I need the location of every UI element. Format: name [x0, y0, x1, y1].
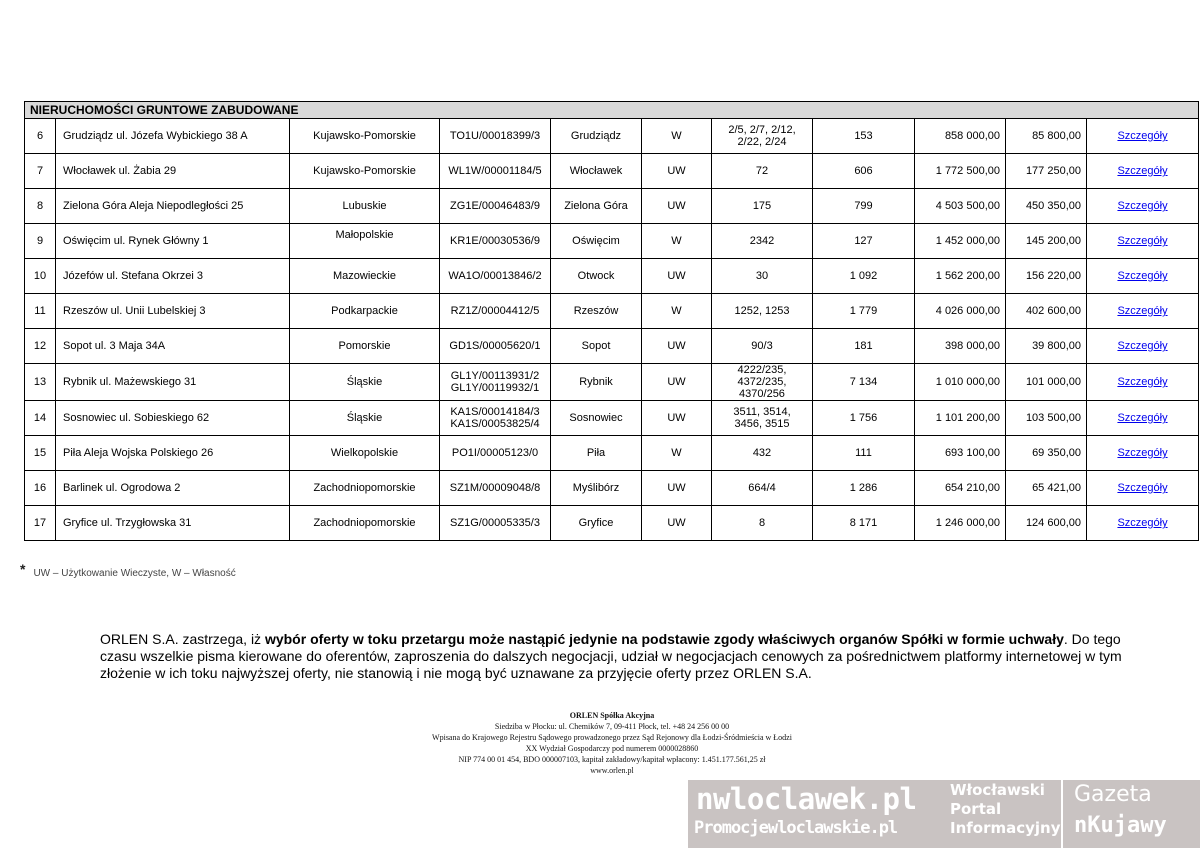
property-city: Rzeszów: [551, 294, 642, 329]
land-register-line: GD1S/00005620/1: [449, 340, 541, 352]
property-city: Sosnowiec: [551, 401, 642, 436]
property-region: [290, 401, 440, 436]
property-address: Włocławek ul. Żabia 29: [56, 154, 290, 189]
property-city: Zielona Góra: [551, 189, 642, 224]
ownership-type: UW: [642, 471, 712, 506]
row-number: 13: [25, 364, 56, 401]
row-number: 14: [25, 401, 56, 436]
plot-area: 1 286: [813, 471, 915, 506]
land-register-line: KA1S/00014184/3: [450, 406, 540, 418]
plot-numbers: [712, 224, 813, 259]
plot-numbers: [712, 364, 813, 401]
land-register-line: GL1Y/00119932/1: [450, 382, 540, 394]
row-number: 16: [25, 471, 56, 506]
deposit-amount: 39 800,00: [1006, 329, 1087, 364]
land-register-line: SZ1G/00005335/3: [450, 517, 540, 529]
details-cell: [1087, 436, 1199, 471]
starting-price: 1 562 200,00: [915, 259, 1006, 294]
details-link[interactable]: Szczegóły: [1117, 130, 1168, 142]
deposit-amount: 156 220,00: [1006, 259, 1087, 294]
watermark-promo: Promocjewloclawskie.pl: [694, 818, 898, 838]
plot-area: 799: [813, 189, 915, 224]
details-link[interactable]: Szczegóły: [1117, 270, 1168, 282]
land-register-line: ZG1E/00046483/9: [450, 200, 540, 212]
ownership-type: UW: [642, 364, 712, 401]
land-register-line: PO1I/00005123/0: [451, 447, 539, 459]
plot-area: 606: [813, 154, 915, 189]
plot-numbers-line: 1252, 1253: [734, 305, 790, 317]
plot-numbers-line: 3456, 3515: [734, 418, 790, 430]
deposit-amount: 101 000,00: [1006, 364, 1087, 401]
land-register-line: WA1O/00013846/2: [448, 270, 542, 282]
watermark-banner: [688, 780, 1200, 848]
ownership-type: W: [642, 294, 712, 329]
plot-numbers-line: 432: [752, 447, 772, 459]
properties-table: [24, 101, 1199, 541]
starting-price: 4 503 500,00: [915, 189, 1006, 224]
watermark-portal-line2: Portal: [950, 800, 1002, 818]
plot-area: 111: [813, 436, 915, 471]
row-number: 12: [25, 329, 56, 364]
watermark-portal-line3: Informacyjny: [950, 819, 1061, 837]
property-address: Józefów ul. Stefana Okrzei 3: [56, 259, 290, 294]
details-cell: [1087, 471, 1199, 506]
land-register-number: [440, 119, 551, 154]
land-register-line: KR1E/00030536/9: [450, 235, 540, 247]
starting-price: 1 010 000,00: [915, 364, 1006, 401]
plot-numbers-line: 4370/256: [739, 388, 785, 400]
property-region-text: Kujawsko-Pomorskie: [313, 165, 416, 177]
notice-intro: ORLEN S.A. zastrzega, iż: [100, 631, 265, 647]
details-cell: [1087, 294, 1199, 329]
plot-numbers-line: 30: [755, 270, 769, 282]
details-cell: [1087, 259, 1199, 294]
property-region-text: Wielkopolskie: [330, 447, 399, 459]
property-region-text: Lubuskie: [342, 200, 387, 212]
details-cell: [1087, 119, 1199, 154]
table-row: [25, 119, 1199, 154]
property-region-text: Mazowieckie: [333, 270, 396, 282]
ownership-type: UW: [642, 189, 712, 224]
property-city: Otwock: [551, 259, 642, 294]
details-link[interactable]: Szczegóły: [1117, 447, 1168, 459]
deposit-amount: 177 250,00: [1006, 154, 1087, 189]
property-address: Rybnik ul. Mażewskiego 31: [56, 364, 290, 401]
details-link[interactable]: Szczegóły: [1117, 305, 1168, 317]
watermark-portal-line1: Włocławski: [950, 781, 1045, 799]
property-region-text: Małopolskie: [335, 229, 394, 241]
section-title: NIERUCHOMOŚCI GRUNTOWE ZABUDOWANE: [25, 102, 1199, 119]
details-cell: [1087, 364, 1199, 401]
company-footer: [340, 710, 884, 776]
plot-numbers: [712, 259, 813, 294]
property-address: Zielona Góra Aleja Niepodległości 25: [56, 189, 290, 224]
property-region: [290, 436, 440, 471]
row-number: 15: [25, 436, 56, 471]
land-register-number: [440, 401, 551, 436]
ownership-type: UW: [642, 506, 712, 541]
land-register-number: [440, 294, 551, 329]
footnote-star: *: [20, 561, 26, 577]
property-address: Grudziądz ul. Józefa Wybickiego 38 A: [56, 119, 290, 154]
plot-area: 1 756: [813, 401, 915, 436]
table-row: [25, 189, 1199, 224]
property-city: Włocławek: [551, 154, 642, 189]
company-department: XX Wydział Gospodarczy pod numerem 0000028860: [525, 744, 699, 753]
table-row: [25, 471, 1199, 506]
plot-area: 1 092: [813, 259, 915, 294]
starting-price: 1 246 000,00: [915, 506, 1006, 541]
property-city: Piła: [551, 436, 642, 471]
property-region-text: Śląskie: [346, 412, 383, 424]
property-region: [290, 119, 440, 154]
details-cell: [1087, 224, 1199, 259]
footnote: [20, 563, 236, 579]
property-region: [290, 259, 440, 294]
watermark-gazeta: Gazeta: [1074, 782, 1152, 807]
property-address: Oświęcim ul. Rynek Główny 1: [56, 224, 290, 259]
table-row: [25, 506, 1199, 541]
property-address: Sosnowiec ul. Sobieskiego 62: [56, 401, 290, 436]
land-register-number: [440, 189, 551, 224]
land-register-number: [440, 259, 551, 294]
plot-numbers-line: 90/3: [751, 340, 773, 352]
property-region: [290, 294, 440, 329]
deposit-amount: 69 350,00: [1006, 436, 1087, 471]
details-cell: [1087, 329, 1199, 364]
plot-area: 181: [813, 329, 915, 364]
details-cell: [1087, 154, 1199, 189]
land-register-number: [440, 364, 551, 401]
details-cell: [1087, 506, 1199, 541]
plot-numbers: [712, 119, 813, 154]
watermark-nkujawy: nKujawy: [1074, 813, 1167, 838]
details-link[interactable]: Szczegóły: [1117, 482, 1168, 494]
starting-price: 398 000,00: [915, 329, 1006, 364]
plot-numbers-line: 2/5, 2/7, 2/12,: [728, 124, 796, 136]
plot-numbers-line: 175: [752, 200, 772, 212]
table-row: [25, 436, 1199, 471]
deposit-amount: 450 350,00: [1006, 189, 1087, 224]
company-registry: Wpisana do Krajowego Rejestru Sądowego prowadzonego przez Sąd Rejonowy dla Łodzi-Śródmieścia w Łodzi: [432, 733, 792, 742]
land-register-line: RZ1Z/00004412/5: [450, 305, 540, 317]
row-number: 8: [25, 189, 56, 224]
property-region: [290, 471, 440, 506]
ownership-type: UW: [642, 329, 712, 364]
property-region: [290, 329, 440, 364]
property-region: [290, 189, 440, 224]
plot-numbers-line: 2342: [749, 235, 775, 247]
details-link[interactable]: Szczegóły: [1117, 412, 1168, 424]
land-register-number: [440, 154, 551, 189]
details-link[interactable]: Szczegóły: [1117, 340, 1168, 352]
land-register-number: [440, 329, 551, 364]
deposit-amount: 103 500,00: [1006, 401, 1087, 436]
watermark-site: nwloclawek.pl: [696, 782, 917, 816]
property-address: Gryfice ul. Trzygłowska 31: [56, 506, 290, 541]
table-row: [25, 154, 1199, 189]
details-cell: [1087, 401, 1199, 436]
property-address: Barlinek ul. Ogrodowa 2: [56, 471, 290, 506]
plot-numbers-line: 72: [755, 165, 769, 177]
details-link[interactable]: Szczegóły: [1117, 376, 1168, 388]
section-header-row: [25, 102, 1199, 119]
starting-price: 654 210,00: [915, 471, 1006, 506]
plot-numbers: [712, 329, 813, 364]
property-city: Myślibórz: [551, 471, 642, 506]
plot-numbers: [712, 189, 813, 224]
property-region-text: Podkarpackie: [331, 305, 398, 317]
ownership-type: W: [642, 119, 712, 154]
plot-area: 8 171: [813, 506, 915, 541]
details-link[interactable]: Szczegóły: [1117, 165, 1168, 177]
watermark-portal: [950, 781, 1061, 838]
land-register-line: GL1Y/00113931/2: [450, 370, 540, 382]
company-address: Siedziba w Płocku: ul. Chemików 7, 09-411 Płock, tel. +48 24 256 00 00: [494, 722, 730, 731]
property-region-text: Śląskie: [346, 376, 383, 388]
property-region: [290, 364, 440, 401]
land-register-number: [440, 224, 551, 259]
land-register-line: WL1W/00001184/5: [448, 165, 542, 177]
property-region-text: Kujawsko-Pomorskie: [313, 130, 416, 142]
details-link[interactable]: Szczegóły: [1117, 517, 1168, 529]
plot-area: 7 134: [813, 364, 915, 401]
plot-numbers: [712, 471, 813, 506]
property-address: Rzeszów ul. Unii Lubelskiej 3: [56, 294, 290, 329]
ownership-type: UW: [642, 154, 712, 189]
plot-numbers: [712, 401, 813, 436]
row-number: 7: [25, 154, 56, 189]
plot-numbers: [712, 436, 813, 471]
plot-numbers-line: 8: [758, 517, 766, 529]
property-address: Sopot ul. 3 Maja 34A: [56, 329, 290, 364]
property-region-text: Zachodniopomorskie: [313, 517, 416, 529]
plot-numbers-line: 2/22, 2/24: [737, 136, 787, 148]
plot-area: 127: [813, 224, 915, 259]
table-row: [25, 401, 1199, 436]
notice-paragraph: [100, 631, 1130, 682]
plot-numbers-line: 4372/235,: [737, 376, 787, 388]
notice-rest: . Do tego czasu wszelkie pisma kierowane do oferentów, zaproszenia do dalszych negocjacji, udział w negocjacjach cenowych za pośrednictwem platformy internetowej w tym złożenie w ich toku najwyższej oferty, nie stanowią i nie mogą być uznawane za przyjęcie oferty przez ORLEN S.A.: [100, 631, 1122, 681]
properties-table-container: [24, 101, 1198, 541]
plot-numbers-line: 4222/235,: [737, 364, 787, 376]
row-number: 10: [25, 259, 56, 294]
property-region-text: Zachodniopomorskie: [313, 482, 416, 494]
table-row: [25, 294, 1199, 329]
company-tax-info: NIP 774 00 01 454, BDO 000007103, kapitał zakładowy/kapitał wpłacony: 1.451.177.561,25 zł: [458, 755, 766, 764]
land-register-line: KA1S/00053825/4: [450, 418, 540, 430]
property-city: Grudziądz: [551, 119, 642, 154]
deposit-amount: 124 600,00: [1006, 506, 1087, 541]
starting-price: 693 100,00: [915, 436, 1006, 471]
deposit-amount: 85 800,00: [1006, 119, 1087, 154]
land-register-line: SZ1M/00009048/8: [449, 482, 541, 494]
company-website: www.orlen.pl: [590, 766, 634, 775]
company-name: ORLEN Spółka Akcyjna: [569, 711, 655, 720]
property-region: [290, 506, 440, 541]
plot-numbers-line: 3511, 3514,: [733, 406, 791, 418]
plot-area: 153: [813, 119, 915, 154]
table-row: [25, 364, 1199, 401]
details-link[interactable]: Szczegóły: [1117, 200, 1168, 212]
property-address: Piła Aleja Wojska Polskiego 26: [56, 436, 290, 471]
land-register-number: [440, 436, 551, 471]
details-cell: [1087, 189, 1199, 224]
ownership-type: W: [642, 224, 712, 259]
land-register-number: [440, 471, 551, 506]
starting-price: 1 772 500,00: [915, 154, 1006, 189]
footnote-text: UW – Użytkowanie Wieczyste, W – Własność: [33, 568, 236, 579]
property-region: [290, 224, 440, 259]
row-number: 17: [25, 506, 56, 541]
land-register-number: [440, 506, 551, 541]
land-register-line: TO1U/00018399/3: [449, 130, 541, 142]
deposit-amount: 145 200,00: [1006, 224, 1087, 259]
property-city: Gryfice: [551, 506, 642, 541]
ownership-type: W: [642, 436, 712, 471]
row-number: 11: [25, 294, 56, 329]
table-row: [25, 329, 1199, 364]
plot-numbers: [712, 154, 813, 189]
ownership-type: UW: [642, 259, 712, 294]
notice-bold: wybór oferty w toku przetargu może nastąpić jedynie na podstawie zgody właściwych organów Spółki w formie uchwały: [264, 631, 1064, 647]
property-city: Rybnik: [551, 364, 642, 401]
property-city: Sopot: [551, 329, 642, 364]
details-link[interactable]: Szczegóły: [1117, 235, 1168, 247]
row-number: 9: [25, 224, 56, 259]
table-row: [25, 259, 1199, 294]
plot-area: 1 779: [813, 294, 915, 329]
starting-price: 858 000,00: [915, 119, 1006, 154]
property-region-text: Pomorskie: [338, 340, 391, 352]
plot-numbers-line: 664/4: [748, 482, 776, 494]
starting-price: 1 452 000,00: [915, 224, 1006, 259]
starting-price: 1 101 200,00: [915, 401, 1006, 436]
deposit-amount: 402 600,00: [1006, 294, 1087, 329]
watermark-divider: [1061, 780, 1063, 848]
starting-price: 4 026 000,00: [915, 294, 1006, 329]
row-number: 6: [25, 119, 56, 154]
plot-numbers: [712, 294, 813, 329]
ownership-type: UW: [642, 401, 712, 436]
property-city: Oświęcim: [551, 224, 642, 259]
property-region: [290, 154, 440, 189]
deposit-amount: 65 421,00: [1006, 471, 1087, 506]
plot-numbers: [712, 506, 813, 541]
table-row: [25, 224, 1199, 259]
